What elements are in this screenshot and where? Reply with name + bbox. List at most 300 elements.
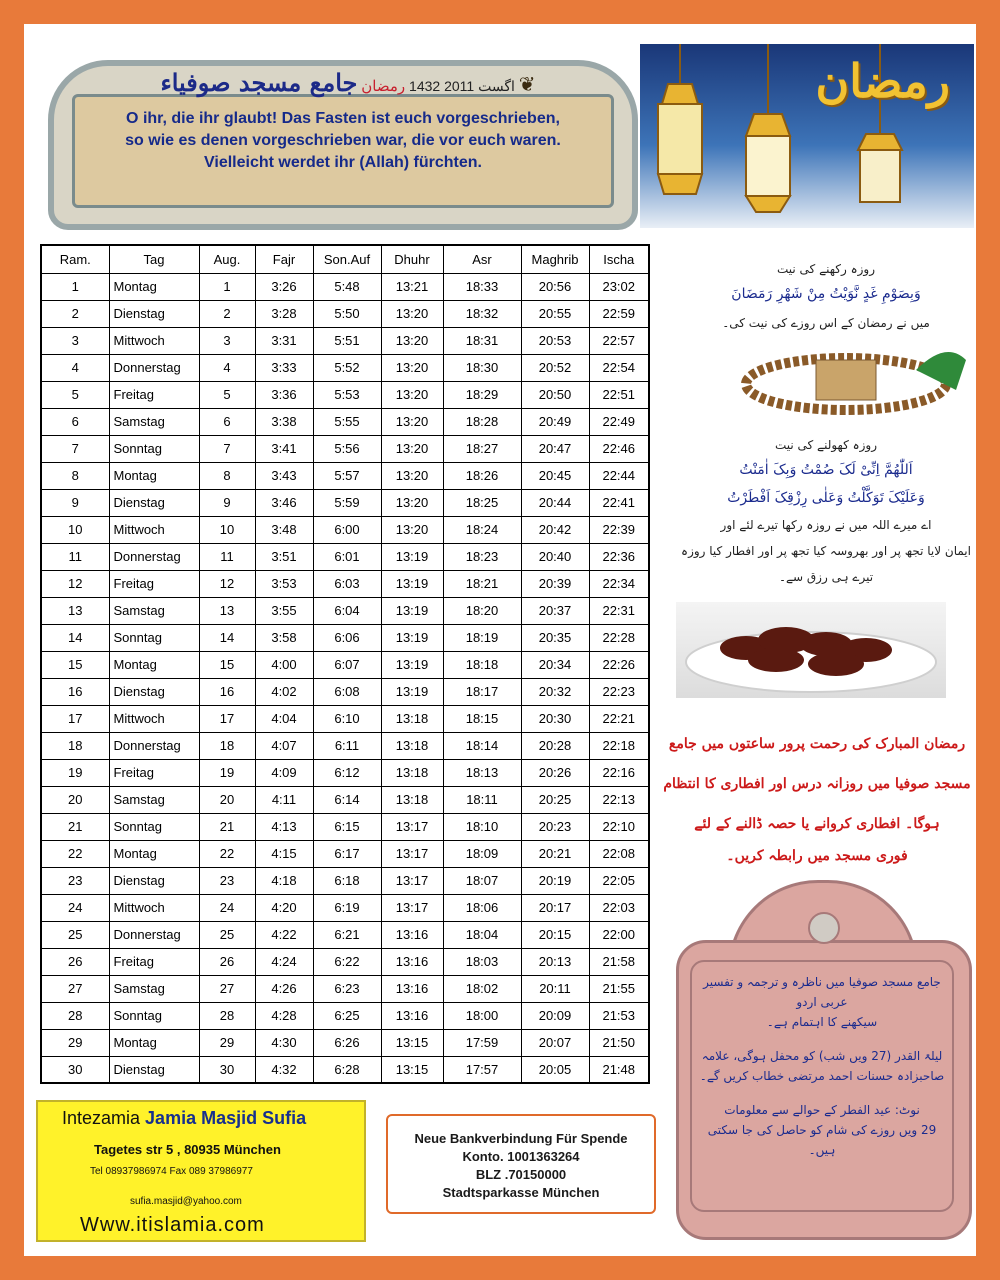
table-cell: 6:26	[313, 1029, 381, 1056]
table-cell: 6:06	[313, 624, 381, 651]
col-header: Son.Auf	[313, 245, 381, 273]
col-header: Fajr	[255, 245, 313, 273]
table-cell: 22:44	[589, 462, 649, 489]
table-cell: 12	[41, 570, 109, 597]
bank-title: Neue Bankverbindung Für Spende	[414, 1131, 628, 1146]
table-cell: 29	[41, 1029, 109, 1056]
table-cell: 25	[41, 921, 109, 948]
table-row	[41, 1029, 649, 1056]
table-cell: 27	[41, 975, 109, 1002]
table-row	[41, 408, 649, 435]
ramadan-banner	[640, 44, 974, 228]
table-cell: 22:39	[589, 516, 649, 543]
verse-line: Vielleicht werdet ihr (Allah) fürchten.	[204, 154, 482, 171]
table-cell: Samstag	[109, 597, 199, 624]
table-cell: 23:02	[589, 273, 649, 300]
table-cell: Montag	[109, 840, 199, 867]
table-row	[41, 597, 649, 624]
table-cell: 26	[41, 948, 109, 975]
table-cell: 13:20	[381, 408, 443, 435]
tag-line: نوٹ: عید الفطر کے حوالے سے معلومات	[724, 1103, 920, 1117]
table-cell: 22:51	[589, 381, 649, 408]
break-fast-urdu-line: ایمان لایا تجھ پر اور بھروسہ کیا تجھ پر اور افطار کیا روزہ	[681, 544, 971, 558]
tag-hole	[808, 912, 840, 944]
table-cell: 13:20	[381, 327, 443, 354]
mosque-name-urdu: جامع مسجد صوفیاء	[160, 68, 358, 97]
table-cell: 20:55	[521, 300, 589, 327]
table-cell: 17	[41, 705, 109, 732]
table-cell: 22	[41, 840, 109, 867]
table-cell: 13:15	[381, 1056, 443, 1083]
table-cell: 18:27	[443, 435, 521, 462]
table-row	[41, 678, 649, 705]
table-row	[41, 516, 649, 543]
fast-intention-arabic: وَبِصَوْمِ غَدٍ نَّوَيْتُ مِنْ شَهْرِ رَمَضَانَ	[731, 286, 921, 302]
website: Www.itislamia.com	[80, 1214, 265, 1236]
break-fast-intention-title: روزہ کھولنے کی نیت	[774, 438, 878, 452]
table-cell: 20:19	[521, 867, 589, 894]
table-cell: 13:17	[381, 840, 443, 867]
table-row	[41, 786, 649, 813]
table-cell: Montag	[109, 273, 199, 300]
table-row	[41, 489, 649, 516]
prayer-timetable	[40, 244, 650, 1084]
tag-text-panel	[690, 960, 954, 1212]
col-header: Tag	[109, 245, 199, 273]
table-cell: 22:08	[589, 840, 649, 867]
table-cell: 20:13	[521, 948, 589, 975]
table-cell: 3	[41, 327, 109, 354]
table-cell: Montag	[109, 651, 199, 678]
table-cell: Samstag	[109, 975, 199, 1002]
table-cell: 22:46	[589, 435, 649, 462]
table-cell: 13	[199, 597, 255, 624]
table-cell: 13:18	[381, 705, 443, 732]
table-cell: 19	[199, 759, 255, 786]
table-cell: 18:18	[443, 651, 521, 678]
table-cell: 10	[41, 516, 109, 543]
table-cell: 22:03	[589, 894, 649, 921]
table-cell: 20:23	[521, 813, 589, 840]
table-cell: 22	[199, 840, 255, 867]
table-cell: 4:28	[255, 1002, 313, 1029]
table-cell: 4:09	[255, 759, 313, 786]
table-cell: 13:20	[381, 435, 443, 462]
table-cell: 5:59	[313, 489, 381, 516]
street-address: Tagetes str 5 , 80935 München	[94, 1142, 281, 1157]
table-cell: 20:11	[521, 975, 589, 1002]
table-cell: Freitag	[109, 381, 199, 408]
table-cell: 4:22	[255, 921, 313, 948]
table-cell: 13:18	[381, 732, 443, 759]
table-cell: 22:31	[589, 597, 649, 624]
table-cell: 6	[41, 408, 109, 435]
table-cell: 21	[41, 813, 109, 840]
table-cell: 6:04	[313, 597, 381, 624]
table-cell: 5:53	[313, 381, 381, 408]
table-cell: 20:26	[521, 759, 589, 786]
info-tag-card	[676, 880, 972, 1250]
table-cell: 4:07	[255, 732, 313, 759]
col-header: Ram.	[41, 245, 109, 273]
fast-intention-urdu: میں نے رمضان کے اس روزے کی نیت کی۔	[722, 316, 930, 330]
table-row	[41, 948, 649, 975]
table-cell: 8	[41, 462, 109, 489]
table-cell: 20:52	[521, 354, 589, 381]
table-cell: 21:53	[589, 1002, 649, 1029]
table-cell: 21:55	[589, 975, 649, 1002]
col-header: Dhuhr	[381, 245, 443, 273]
table-cell: 20:25	[521, 786, 589, 813]
org-mosque-name: Jamia Masjid Sufia	[145, 1108, 307, 1128]
table-cell: 22:10	[589, 813, 649, 840]
table-cell: 18:28	[443, 408, 521, 435]
table-cell: 13:16	[381, 921, 443, 948]
table-cell: 6:07	[313, 651, 381, 678]
table-cell: 11	[199, 543, 255, 570]
tag-line: 29 ویں روزے کی شام کو حاصل کی جا سکتی ہیں۔	[707, 1123, 937, 1157]
table-cell: 6:03	[313, 570, 381, 597]
table-cell: 4	[41, 354, 109, 381]
table-cell: 5:57	[313, 462, 381, 489]
table-cell: 4:04	[255, 705, 313, 732]
table-cell: 13:19	[381, 651, 443, 678]
table-cell: 1	[199, 273, 255, 300]
table-cell: Samstag	[109, 408, 199, 435]
table-cell: 18	[199, 732, 255, 759]
table-cell: 18:14	[443, 732, 521, 759]
table-cell: 5:55	[313, 408, 381, 435]
table-cell: 7	[199, 435, 255, 462]
table-cell: 20:30	[521, 705, 589, 732]
table-cell: 7	[41, 435, 109, 462]
table-header-row	[41, 245, 649, 273]
table-cell: 22:54	[589, 354, 649, 381]
table-cell: 3:46	[255, 489, 313, 516]
table-cell: 18:04	[443, 921, 521, 948]
table-cell: 30	[199, 1056, 255, 1083]
table-cell: 6:10	[313, 705, 381, 732]
table-cell: 6:08	[313, 678, 381, 705]
table-cell: Dienstag	[109, 678, 199, 705]
table-cell: Donnerstag	[109, 354, 199, 381]
table-cell: 3:43	[255, 462, 313, 489]
table-cell: 20:07	[521, 1029, 589, 1056]
table-cell: 3:31	[255, 327, 313, 354]
table-cell: 16	[199, 678, 255, 705]
table-cell: 13:20	[381, 354, 443, 381]
table-cell: Sonntag	[109, 813, 199, 840]
table-cell: Dienstag	[109, 867, 199, 894]
table-row	[41, 1002, 649, 1029]
table-cell: 17:59	[443, 1029, 521, 1056]
table-cell: 4:32	[255, 1056, 313, 1083]
table-cell: 20:50	[521, 381, 589, 408]
table-cell: 20:17	[521, 894, 589, 921]
table-row	[41, 732, 649, 759]
greg-date: اگست 2011	[444, 78, 515, 94]
table-cell: 3:36	[255, 381, 313, 408]
table-row	[41, 543, 649, 570]
table-cell: Mittwoch	[109, 705, 199, 732]
col-header: Aug.	[199, 245, 255, 273]
table-cell: 13:20	[381, 516, 443, 543]
table-cell: 21:48	[589, 1056, 649, 1083]
table-cell: 24	[41, 894, 109, 921]
table-cell: 18:32	[443, 300, 521, 327]
table-cell: 21:50	[589, 1029, 649, 1056]
verse-line: so wie es denen vorgeschrieben war, die vor euch waren.	[125, 132, 561, 149]
table-cell: 4:24	[255, 948, 313, 975]
table-cell: 4:02	[255, 678, 313, 705]
table-cell: Mittwoch	[109, 516, 199, 543]
table-cell: 22:16	[589, 759, 649, 786]
table-cell: 6:28	[313, 1056, 381, 1083]
table-cell: 21:58	[589, 948, 649, 975]
table-cell: 22:34	[589, 570, 649, 597]
table-cell: 4:15	[255, 840, 313, 867]
table-cell: 3:48	[255, 516, 313, 543]
table-cell: 20	[199, 786, 255, 813]
table-cell: Freitag	[109, 948, 199, 975]
table-cell: 18:19	[443, 624, 521, 651]
table-cell: 24	[199, 894, 255, 921]
table-cell: 6:25	[313, 1002, 381, 1029]
table-cell: 10	[199, 516, 255, 543]
table-row	[41, 759, 649, 786]
table-cell: 11	[41, 543, 109, 570]
table-cell: Donnerstag	[109, 543, 199, 570]
ramadan-calligraphy: رمضان	[815, 54, 950, 108]
table-cell: 25	[199, 921, 255, 948]
table-cell: 6:23	[313, 975, 381, 1002]
table-cell: 13:20	[381, 381, 443, 408]
table-cell: 3:28	[255, 300, 313, 327]
table-cell: 6:14	[313, 786, 381, 813]
table-cell: 13:16	[381, 975, 443, 1002]
timetable-body	[41, 273, 649, 1083]
table-cell: 18:11	[443, 786, 521, 813]
col-header: Maghrib	[521, 245, 589, 273]
table-cell: 13:15	[381, 1029, 443, 1056]
table-cell: 6:19	[313, 894, 381, 921]
table-cell: 12	[199, 570, 255, 597]
table-cell: Sonntag	[109, 624, 199, 651]
table-cell: 13:21	[381, 273, 443, 300]
table-cell: 22:13	[589, 786, 649, 813]
table-cell: 14	[199, 624, 255, 651]
table-cell: 20:47	[521, 435, 589, 462]
table-cell: 13:20	[381, 300, 443, 327]
table-cell: Dienstag	[109, 300, 199, 327]
table-row	[41, 300, 649, 327]
table-cell: 20:28	[521, 732, 589, 759]
table-cell: 18:02	[443, 975, 521, 1002]
header-title-row	[54, 68, 632, 97]
table-cell: 6:15	[313, 813, 381, 840]
table-cell: 17:57	[443, 1056, 521, 1083]
table-row	[41, 651, 649, 678]
table-cell: 23	[199, 867, 255, 894]
dates-plate-image	[676, 602, 946, 698]
col-header: Ischa	[589, 245, 649, 273]
quran-verse	[64, 108, 622, 174]
table-cell: Mittwoch	[109, 327, 199, 354]
table-cell: Mittwoch	[109, 894, 199, 921]
table-row	[41, 462, 649, 489]
table-row	[41, 975, 649, 1002]
table-cell: 23	[41, 867, 109, 894]
header-plaque	[48, 60, 638, 230]
table-cell: 6:12	[313, 759, 381, 786]
table-cell: 16	[41, 678, 109, 705]
table-cell: 18:24	[443, 516, 521, 543]
table-cell: 18:25	[443, 489, 521, 516]
table-cell: 20:09	[521, 1002, 589, 1029]
phone-fax: Tel 08937986974 Fax 089 37986977	[90, 1166, 253, 1177]
table-cell: Freitag	[109, 570, 199, 597]
table-cell: 3:51	[255, 543, 313, 570]
table-cell: 2	[199, 300, 255, 327]
break-fast-urdu-line: تیرے ہی رزق سے۔	[778, 570, 874, 584]
table-cell: 13:19	[381, 543, 443, 570]
table-row	[41, 867, 649, 894]
break-fast-arabic-line: وَعَلَیْکَ تَوَکَّلْتُ وَعَلٰی رِزْقِکَ اَفْطَرْتُ	[727, 490, 925, 506]
table-cell: 20:44	[521, 489, 589, 516]
table-cell: 28	[199, 1002, 255, 1029]
table-cell: Samstag	[109, 786, 199, 813]
table-cell: 13:17	[381, 867, 443, 894]
table-cell: 18:20	[443, 597, 521, 624]
table-cell: 4	[199, 354, 255, 381]
table-cell: 13:19	[381, 678, 443, 705]
table-cell: 18:00	[443, 1002, 521, 1029]
table-cell: 5	[199, 381, 255, 408]
table-cell: Montag	[109, 1029, 199, 1056]
table-cell: 20:45	[521, 462, 589, 489]
table-cell: 26	[199, 948, 255, 975]
iftar-notice-line: فوری مسجد میں رابطہ کریں۔	[726, 848, 908, 864]
table-cell: 20:49	[521, 408, 589, 435]
tag-line: سیکھنے کا اہتمام ہے۔	[766, 1015, 878, 1029]
table-cell: 20:42	[521, 516, 589, 543]
table-cell: 3	[199, 327, 255, 354]
table-cell: 13:18	[381, 759, 443, 786]
table-cell: Donnerstag	[109, 921, 199, 948]
table-cell: 5:48	[313, 273, 381, 300]
table-row	[41, 894, 649, 921]
bank-code: BLZ .70150000	[475, 1167, 567, 1182]
table-cell: 2	[41, 300, 109, 327]
table-cell: 9	[199, 489, 255, 516]
hijri-year: 1432	[409, 78, 441, 94]
table-cell: 18:03	[443, 948, 521, 975]
table-row	[41, 840, 649, 867]
table-cell: 20:34	[521, 651, 589, 678]
table-cell: 22:59	[589, 300, 649, 327]
table-cell: 20:40	[521, 543, 589, 570]
table-row	[41, 381, 649, 408]
table-cell: 5:50	[313, 300, 381, 327]
table-cell: 18:30	[443, 354, 521, 381]
table-cell: 27	[199, 975, 255, 1002]
table-cell: 18:10	[443, 813, 521, 840]
table-row	[41, 921, 649, 948]
table-cell: 18:17	[443, 678, 521, 705]
table-cell: 18	[41, 732, 109, 759]
table-cell: 6	[199, 408, 255, 435]
table-cell: Sonntag	[109, 1002, 199, 1029]
table-cell: 17	[199, 705, 255, 732]
table-cell: 20:39	[521, 570, 589, 597]
bank-details-box	[386, 1114, 656, 1214]
table-cell: 4:13	[255, 813, 313, 840]
table-cell: 3:53	[255, 570, 313, 597]
table-cell: Sonntag	[109, 435, 199, 462]
table-cell: 29	[199, 1029, 255, 1056]
table-row	[41, 435, 649, 462]
iftar-notice-line: رمضان المبارک کی رحمت پرور ساعتوں میں جامع	[668, 736, 966, 752]
table-cell: 13:20	[381, 489, 443, 516]
table-cell: 13:19	[381, 570, 443, 597]
table-cell: 3:55	[255, 597, 313, 624]
table-cell: 22:05	[589, 867, 649, 894]
verse-line: O ihr, die ihr glaubt! Das Fasten ist euch vorgeschrieben,	[126, 110, 560, 127]
table-cell: 4:20	[255, 894, 313, 921]
prayer-beads-image	[736, 340, 972, 420]
tag-line: لیلۃ القدر (27 ویں شب) کو محفل ہوگی، علامہ	[701, 1049, 943, 1063]
table-cell: 13:20	[381, 462, 443, 489]
table-cell: 13	[41, 597, 109, 624]
table-cell: Dienstag	[109, 1056, 199, 1083]
table-cell: 19	[41, 759, 109, 786]
table-cell: 18:23	[443, 543, 521, 570]
iftar-notice-line: ہوگا۔ افطاری کروانے یا حصہ ڈالنے کے لئے	[694, 816, 940, 832]
table-cell: 20:56	[521, 273, 589, 300]
org-prefix: Intezamia	[62, 1108, 146, 1128]
table-cell: 6:18	[313, 867, 381, 894]
table-cell: 22:49	[589, 408, 649, 435]
table-cell: 6:11	[313, 732, 381, 759]
table-cell: 6:01	[313, 543, 381, 570]
table-row	[41, 354, 649, 381]
table-row	[41, 624, 649, 651]
table-cell: 22:18	[589, 732, 649, 759]
table-cell: Montag	[109, 462, 199, 489]
table-cell: 13:19	[381, 624, 443, 651]
table-row	[41, 1056, 649, 1083]
table-cell: 20:32	[521, 678, 589, 705]
table-cell: 5:56	[313, 435, 381, 462]
table-cell: 20:35	[521, 624, 589, 651]
table-cell: 4:00	[255, 651, 313, 678]
table-cell: 20	[41, 786, 109, 813]
table-cell: 4:11	[255, 786, 313, 813]
table-cell: 20:21	[521, 840, 589, 867]
tag-line: صاحبزادہ حسنات احمد مرتضی خطاب کریں گے۔	[699, 1069, 945, 1083]
table-cell: 13:18	[381, 786, 443, 813]
ramadan-label: رمضان	[361, 77, 406, 95]
table-cell: 13:19	[381, 597, 443, 624]
table-cell: 22:36	[589, 543, 649, 570]
table-cell: 5:51	[313, 327, 381, 354]
iftar-notice-line: مسجد صوفیا میں روزانہ درس اور افطاری کا انتظام	[663, 776, 971, 792]
table-cell: 3:41	[255, 435, 313, 462]
table-cell: 13:16	[381, 1002, 443, 1029]
table-cell: 18:09	[443, 840, 521, 867]
table-cell: 21	[199, 813, 255, 840]
table-cell: 22:57	[589, 327, 649, 354]
